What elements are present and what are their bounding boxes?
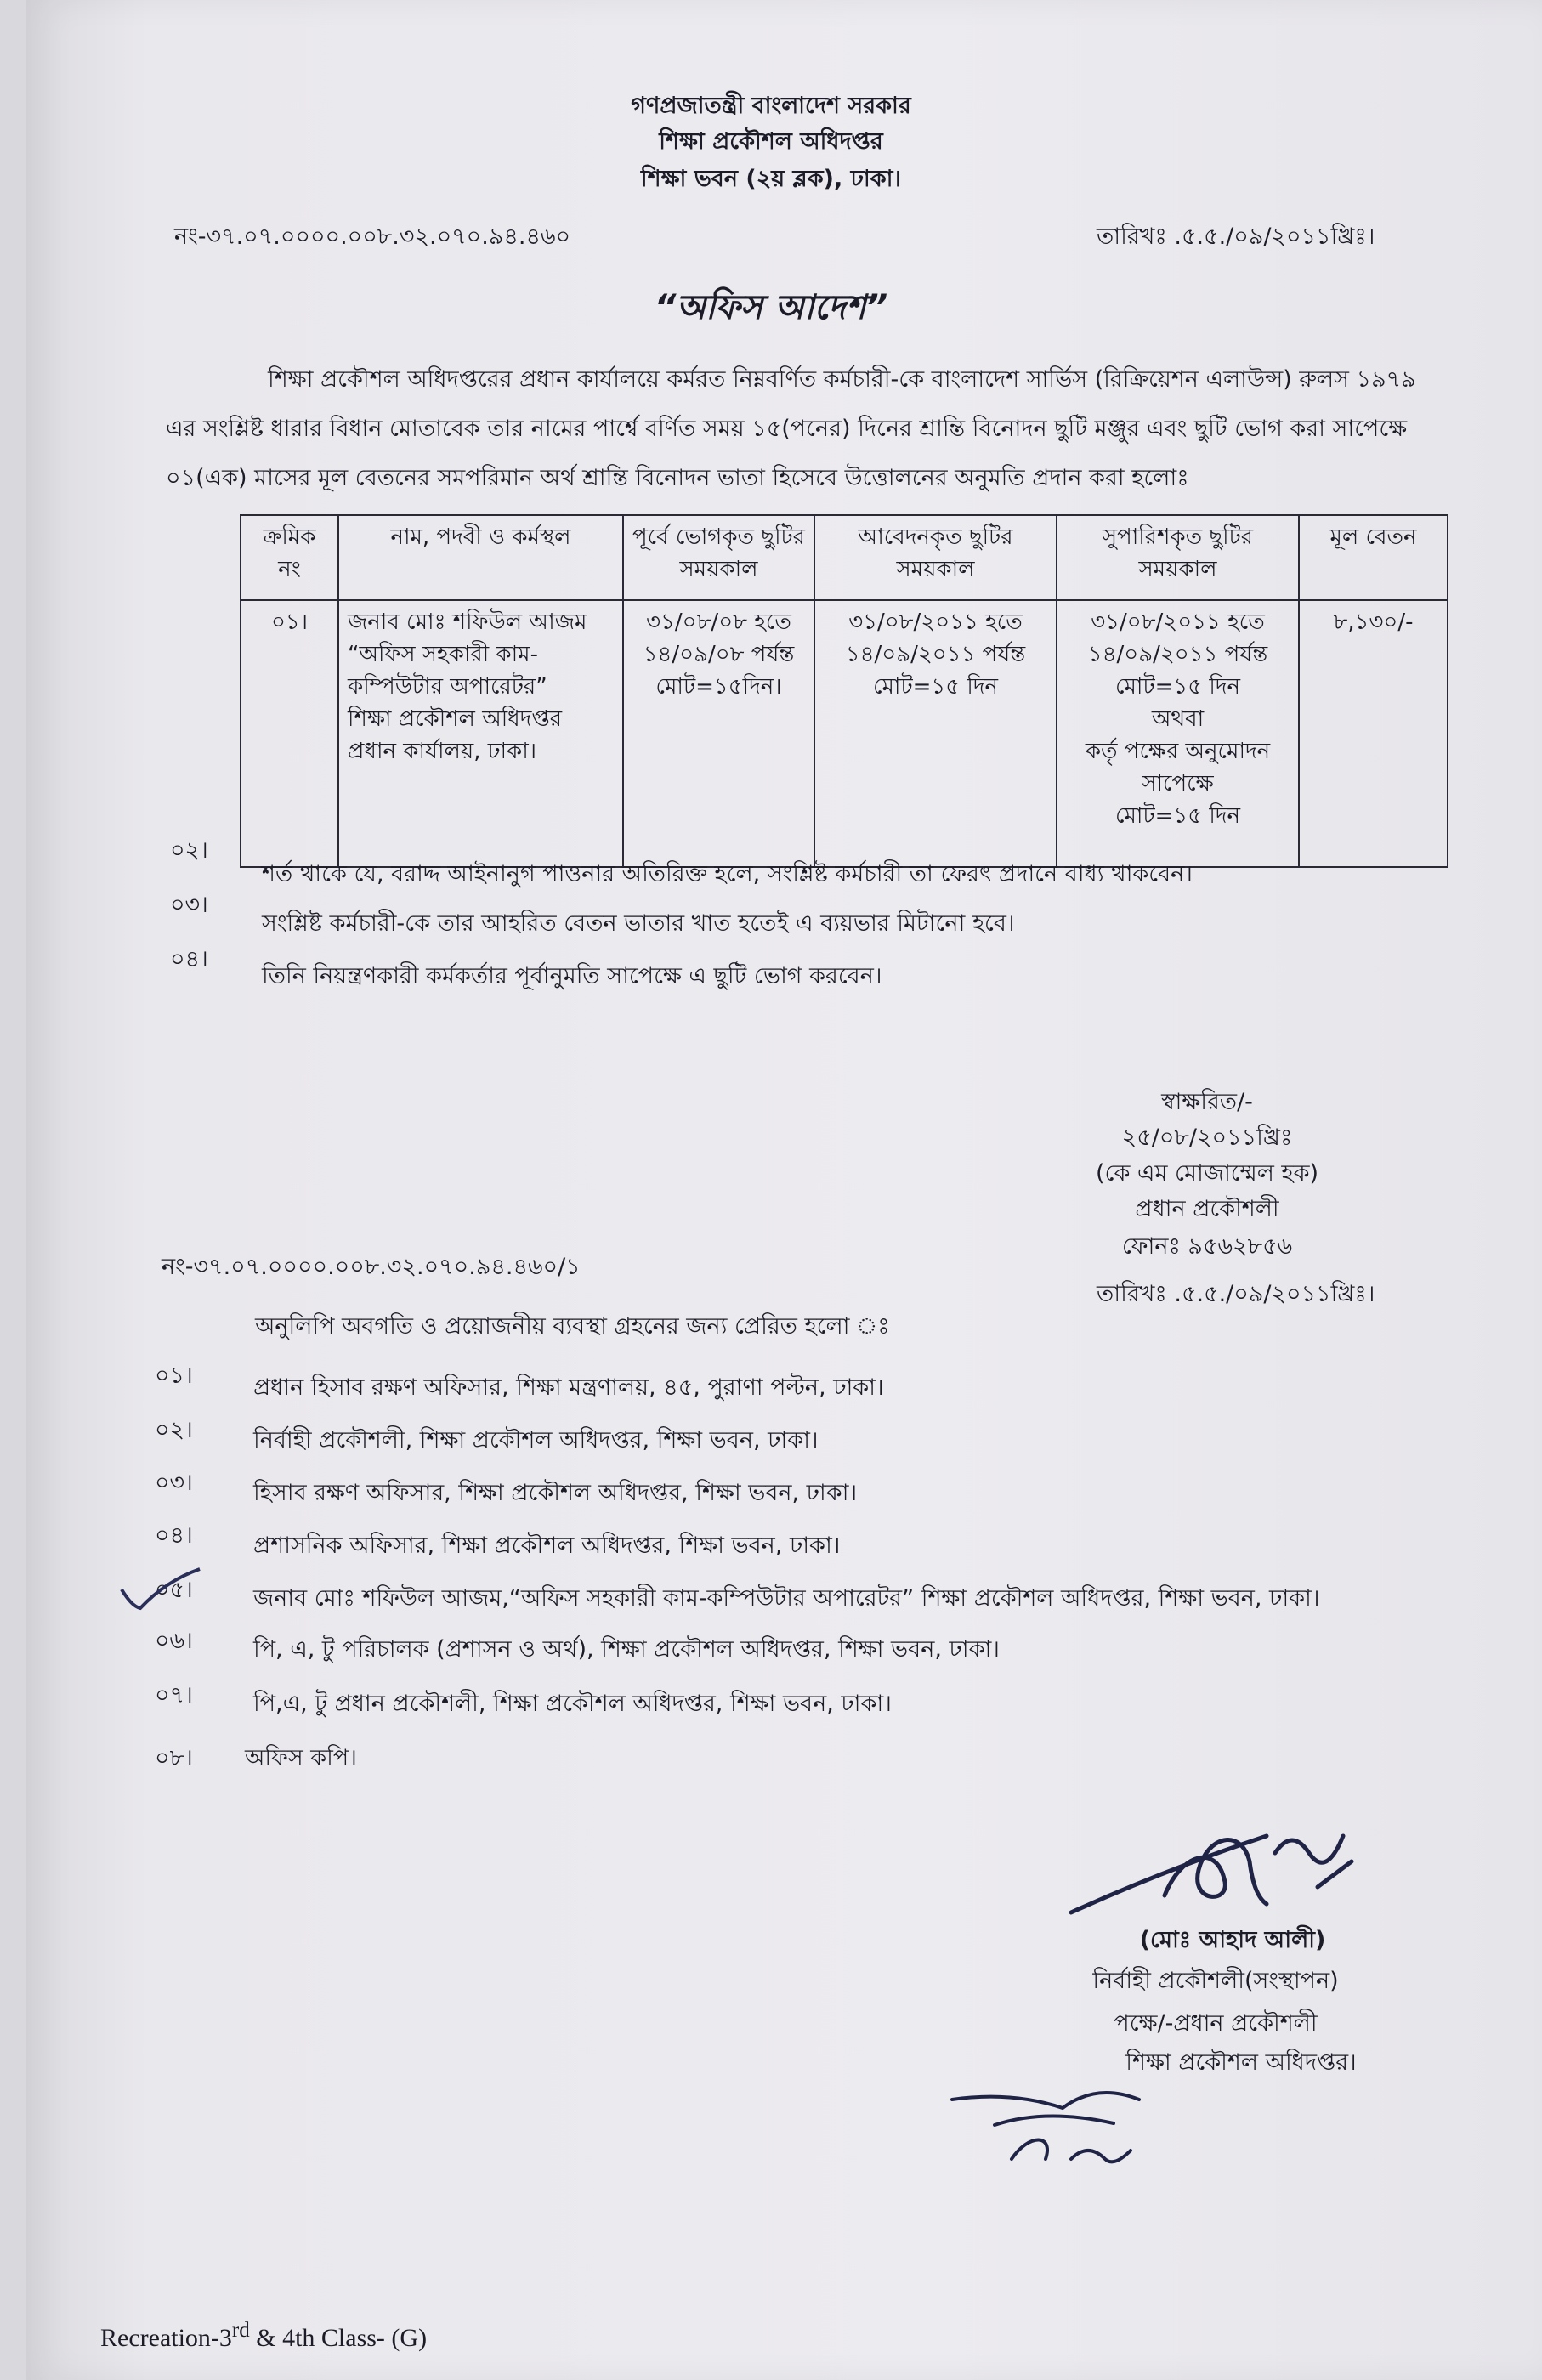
applied-line: ৩১/০৮/২০১১ হতে — [848, 609, 1023, 635]
footer-label-sup: rd — [231, 2319, 250, 2342]
cell-previous-leave — [623, 600, 814, 867]
name-line: শিক্ষা প্রকৌশল অধিদপ্তর — [348, 706, 563, 732]
copy-item-number: ০১। — [155, 1363, 193, 1389]
signed-note: স্বাক্ষরিত/- — [1161, 1089, 1253, 1115]
signatory2-designation: নির্বাহী প্রকৌশলী(সংস্থাপন) — [1092, 1968, 1339, 1994]
copy-item-text: হিসাব রক্ষণ অফিসার, শিক্ষা প্রকৌশল অধিদপ্তর, শিক্ষা ভবন, ঢাকা। — [253, 1480, 858, 1506]
col-basic-salary: মূল বেতন — [1299, 515, 1448, 600]
previous-line: ৩১/০৮/০৮ হতে — [646, 609, 791, 635]
col-recommended-leave: সুপারিশকৃত ছুটির সময়কাল — [1057, 515, 1299, 600]
col-name: নাম, পদবী ও কর্মস্থল — [338, 515, 623, 600]
col-applied-leave: আবেদনকৃত ছুটির সময়কাল — [814, 515, 1057, 600]
cell-applied-leave — [814, 600, 1057, 867]
table-header-row — [241, 515, 1448, 600]
copy-intro: অনুলিপি অবগতি ও প্রয়োজনীয় ব্যবস্থা গ্রহনের জন্য প্রেরিত হলো ঃ — [255, 1313, 890, 1340]
copy-item-number: ০৪। — [155, 1522, 193, 1549]
copy-item-text: পি,এ, টু প্রধান প্রকৌশলী, শিক্ষা প্রকৌশল অধিদপ্তর, শিক্ষা ভবন, ঢাকা। — [253, 1691, 892, 1717]
footer-label-rest: & 4th Class- (G) — [249, 2324, 428, 2352]
previous-line: মোট=১৫দিন। — [655, 674, 782, 700]
signatory2-office: শিক্ষা প্রকৌশল অধিদপ্তর। — [1125, 2049, 1357, 2076]
cell-recommended-leave — [1057, 600, 1299, 867]
condition-text: সংশ্লিষ্ট কর্মচারী-কে তার আহরিত বেতন ভাতার খাত হতেই এ ব্যয়ভার মিটানো হবে। — [262, 910, 1015, 937]
copy-date: তারিখঃ .৫.৫./০৯/২০১১খ্রিঃ। — [1097, 1281, 1375, 1307]
copy-item-number: ০৬। — [155, 1628, 193, 1654]
previous-line: ১৪/০৯/০৮ পর্যন্ত — [643, 642, 795, 667]
applied-line: ১৪/০৯/২০১১ পর্যন্ত — [845, 642, 1026, 667]
condition-number: ০২। — [170, 837, 208, 864]
initials-scribble-icon — [944, 2074, 1165, 2176]
col-serial: ক্রমিক নং — [241, 515, 338, 600]
copy-item-text: প্রশাসনিক অফিসার, শিক্ষা প্রকৌশল অধিদপ্তর, শিক্ষা ভবন, ঢাকা। — [253, 1533, 841, 1559]
copy-item-text: অফিস কপি। — [245, 1745, 357, 1771]
col-previous-leave: পূর্বে ভোগকৃত ছুটির সময়কাল — [623, 515, 814, 600]
footer-label — [100, 2319, 427, 2353]
table-row — [241, 600, 1448, 867]
name-line: “অফিস সহকারী কাম- — [348, 642, 538, 667]
name-line: জনাব মোঃ শফিউল আজম — [348, 609, 587, 635]
signature-scribble-icon — [1063, 1802, 1369, 1938]
copy-item-number: ০৮। — [155, 1745, 193, 1771]
recommended-line: অথবা — [1151, 706, 1205, 732]
recommended-line: সাপেক্ষে — [1142, 771, 1214, 796]
applied-line: মোট=১৫ দিন — [872, 674, 999, 700]
footer-label-main: Recreation-3 — [100, 2324, 232, 2352]
copy-item-number: ০২। — [155, 1417, 193, 1443]
recommended-line: মোট=১৫ দিন — [1114, 674, 1241, 700]
order-paragraph-text: শিক্ষা প্রকৌশল অধিদপ্তরের প্রধান কার্যালয়ে কর্মরত নিম্নবর্ণিত কর্মচারী-কে বাংলাদেশ সার্ভিস (রিক্রিয়েশন এলাউন্স) রুলস ১৯৭৯ এর সংশ্লিষ্ট ধারার বিধান মোতাবেক তার নামের পার্শ্বে বর্ণিত সময় ১৫(পনের) দিনের শ্রান্তি বিনোদন ছুটি মঞ্জুর এবং ছুটি ভোগ করা সাপেক্ষে ০১(এক) মাসের মূল বেতনের সমপরিমান অর্থ শ্রান্তি বিনোদন ভাতা হিসেবে উত্তোলনের অনুমতি প্রদান করা হলোঃ — [166, 366, 1416, 491]
copy-item-number: ০৭। — [155, 1682, 193, 1708]
condition-text: শর্ত থাকে যে, বরাদ্দ আইনানুগ পাওনার অতিরিক্ত হলে, সংশ্লিষ্ট কর্মচারী তা ফেরৎ প্রদানে বাধ্য থাকবেন। — [262, 861, 1193, 887]
signatory2-for: পক্ষে/-প্রধান প্রকৌশলী — [1114, 2010, 1318, 2037]
memo-reference: নং-৩৭.০৭.০০০০.০০৮.৩২.০৭০.৯৪.৪৬০ — [174, 224, 571, 250]
cell-name — [338, 600, 623, 867]
copy-item-text: পি, এ, টু পরিচালক (প্রশাসন ও অর্থ), শিক্ষা প্রকৌশল অধিদপ্তর, শিক্ষা ভবন, ঢাকা। — [253, 1636, 1000, 1663]
signatory2-name: (মোঃ আহাদ আলী) — [1139, 1927, 1326, 1953]
condition-text: তিনি নিয়ন্ত্রণকারী কর্মকর্তার পূর্বানুমতি সাপেক্ষে এ ছুটি ভোগ করবেন। — [262, 963, 882, 989]
recommended-line: মোট=১৫ দিন — [1114, 803, 1241, 829]
copy-item-number: ০৩। — [155, 1470, 193, 1496]
leave-table — [240, 514, 1448, 868]
condition-number: ০৪। — [170, 946, 208, 972]
name-line: প্রধান কার্যালয়, ঢাকা। — [348, 739, 537, 764]
copy-reference: নং-৩৭.০৭.০০০০.০০৮.৩২.০৭০.৯৪.৪৬০/১ — [162, 1254, 581, 1280]
signatory-name: (কে এম মোজাম্মেল হক) — [1095, 1160, 1319, 1187]
cell-basic-salary: ৮,১৩০/- — [1299, 600, 1448, 867]
header-government: গণপ্রজাতন্ত্রী বাংলাদেশ সরকার — [631, 93, 911, 119]
recommended-line: ৩১/০৮/২০১১ হতে — [1091, 609, 1265, 635]
copy-item-number: ০৫। — [155, 1577, 193, 1603]
memo-date: তারিখঃ .৫.৫./০৯/২০১১খ্রিঃ। — [1097, 224, 1375, 250]
copy-item-text: নির্বাহী প্রকৌশলী, শিক্ষা প্রকৌশল অধিদপ্তর, শিক্ষা ভবন, ঢাকা। — [253, 1427, 819, 1454]
signed-date: ২৫/০৮/২০১১খ্রিঃ — [1121, 1125, 1293, 1151]
copy-item-text: প্রধান হিসাব রক্ষণ অফিসার, শিক্ষা মন্ত্রণালয়, ৪৫, পুরাণা পল্টন, ঢাকা। — [253, 1374, 884, 1401]
document-title: “অফিস আদেশ” — [654, 288, 888, 327]
name-line: কম্পিউটার অপারেটর” — [348, 674, 547, 700]
signatory-phone: ফোনঃ ৯৫৬২৮৫৬ — [1121, 1233, 1293, 1260]
cell-serial: ০১। — [241, 600, 338, 867]
recommended-line: ১৪/০৯/২০১১ পর্যন্ত — [1087, 642, 1268, 667]
header-department: শিক্ষা প্রকৌশল অধিদপ্তর — [659, 128, 883, 155]
header-address: শিক্ষা ভবন (২য় ব্লক), ঢাকা। — [640, 166, 902, 192]
condition-number: ০৩। — [170, 892, 208, 918]
recommended-line: কর্তৃ পক্ষের অনুমোদন — [1085, 739, 1271, 764]
check-mark-icon — [115, 1564, 208, 1615]
signatory-designation: প্রধান প্রকৌশলী — [1135, 1196, 1279, 1222]
order-paragraph — [166, 355, 1441, 503]
copy-item-text: জনাব মোঃ শফিউল আজম,“অফিস সহকারী কাম-কম্পিউটার অপারেটর” শিক্ষা প্রকৌশল অধিদপ্তর, শিক্ষা ভবন, ঢাকা। — [253, 1585, 1320, 1612]
